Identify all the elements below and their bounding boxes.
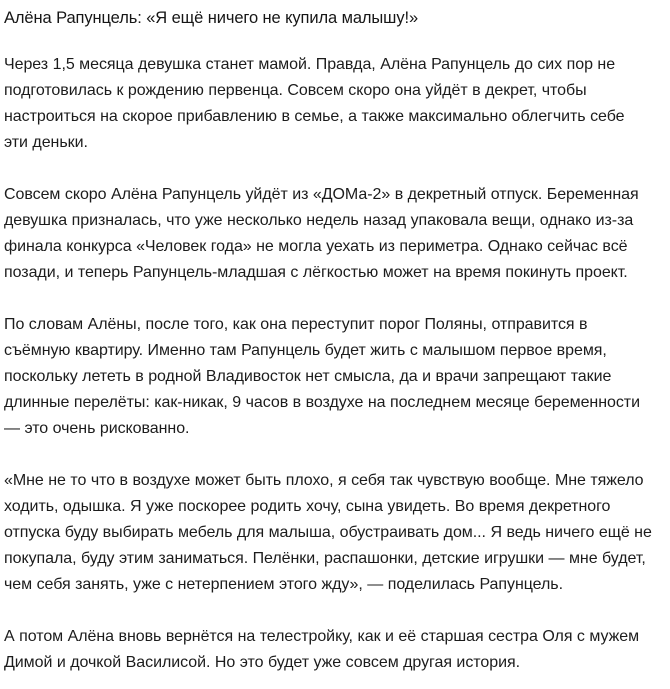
- article-paragraph: По словам Алёны, после того, как она переступит порог Поляны, отправится в съёмную квартиру. Именно там Рапунцель будет жить с малышом первое время, поскольку лететь в родной Владивосток нет смысла, да и врачи запрещают такие длинные перелёты: как-никак, 9 часов в воздухе на последнем месяце беременности — это очень рискованно.: [4, 316, 640, 437]
- article-body: [4, 52, 652, 676]
- article-paragraph: А потом Алёна вновь вернётся на телестройку, как и её старшая сестра Оля с мужем Димой и дочкой Василисой. Но это будет уже совсем другая история.: [4, 628, 640, 671]
- article-paragraph: Через 1,5 месяца девушка станет мамой. Правда, Алёна Рапунцель до сих пор не подготовилась к рождению первенца. Совсем скоро она уйдёт в декрет, чтобы настроиться на скорое прибавлению в семье, а также максимально облегчить себе эти деньки.: [4, 56, 625, 151]
- article-paragraph: Совсем скоро Алёна Рапунцель уйдёт из «ДОМа-2» в декретный отпуск. Беременная девушка призналась, что уже несколько недель назад упаковала вещи, однако из-за финала конкурса «Человек года» не могла уехать из периметра. Однако сейчас всё позади, и теперь Рапунцель-младшая с лёгкостью может на время покинуть проект.: [4, 186, 639, 281]
- article-headline: Алёна Рапунцель: «Я ещё ничего не купила малышу!»: [4, 9, 419, 27]
- title-body-spacer: [4, 31, 652, 52]
- article-quote-paragraph: «Мне не то что в воздухе может быть плохо, я себя так чувствую вообще. Мне тяжело ходить, одышка. Я уже поскорее родить хочу, сына увидеть. Во время декретного отпуска буду выбирать мебель для малыша, обустраивать дом... Я ведь ничего ещё не покупала, буду этим заниматься. Пелёнки, распашонки, детские игрушки — мне будет, чем себя занять, уже с нетерпением этого жду», — поделилась Рапунцель.: [4, 472, 652, 593]
